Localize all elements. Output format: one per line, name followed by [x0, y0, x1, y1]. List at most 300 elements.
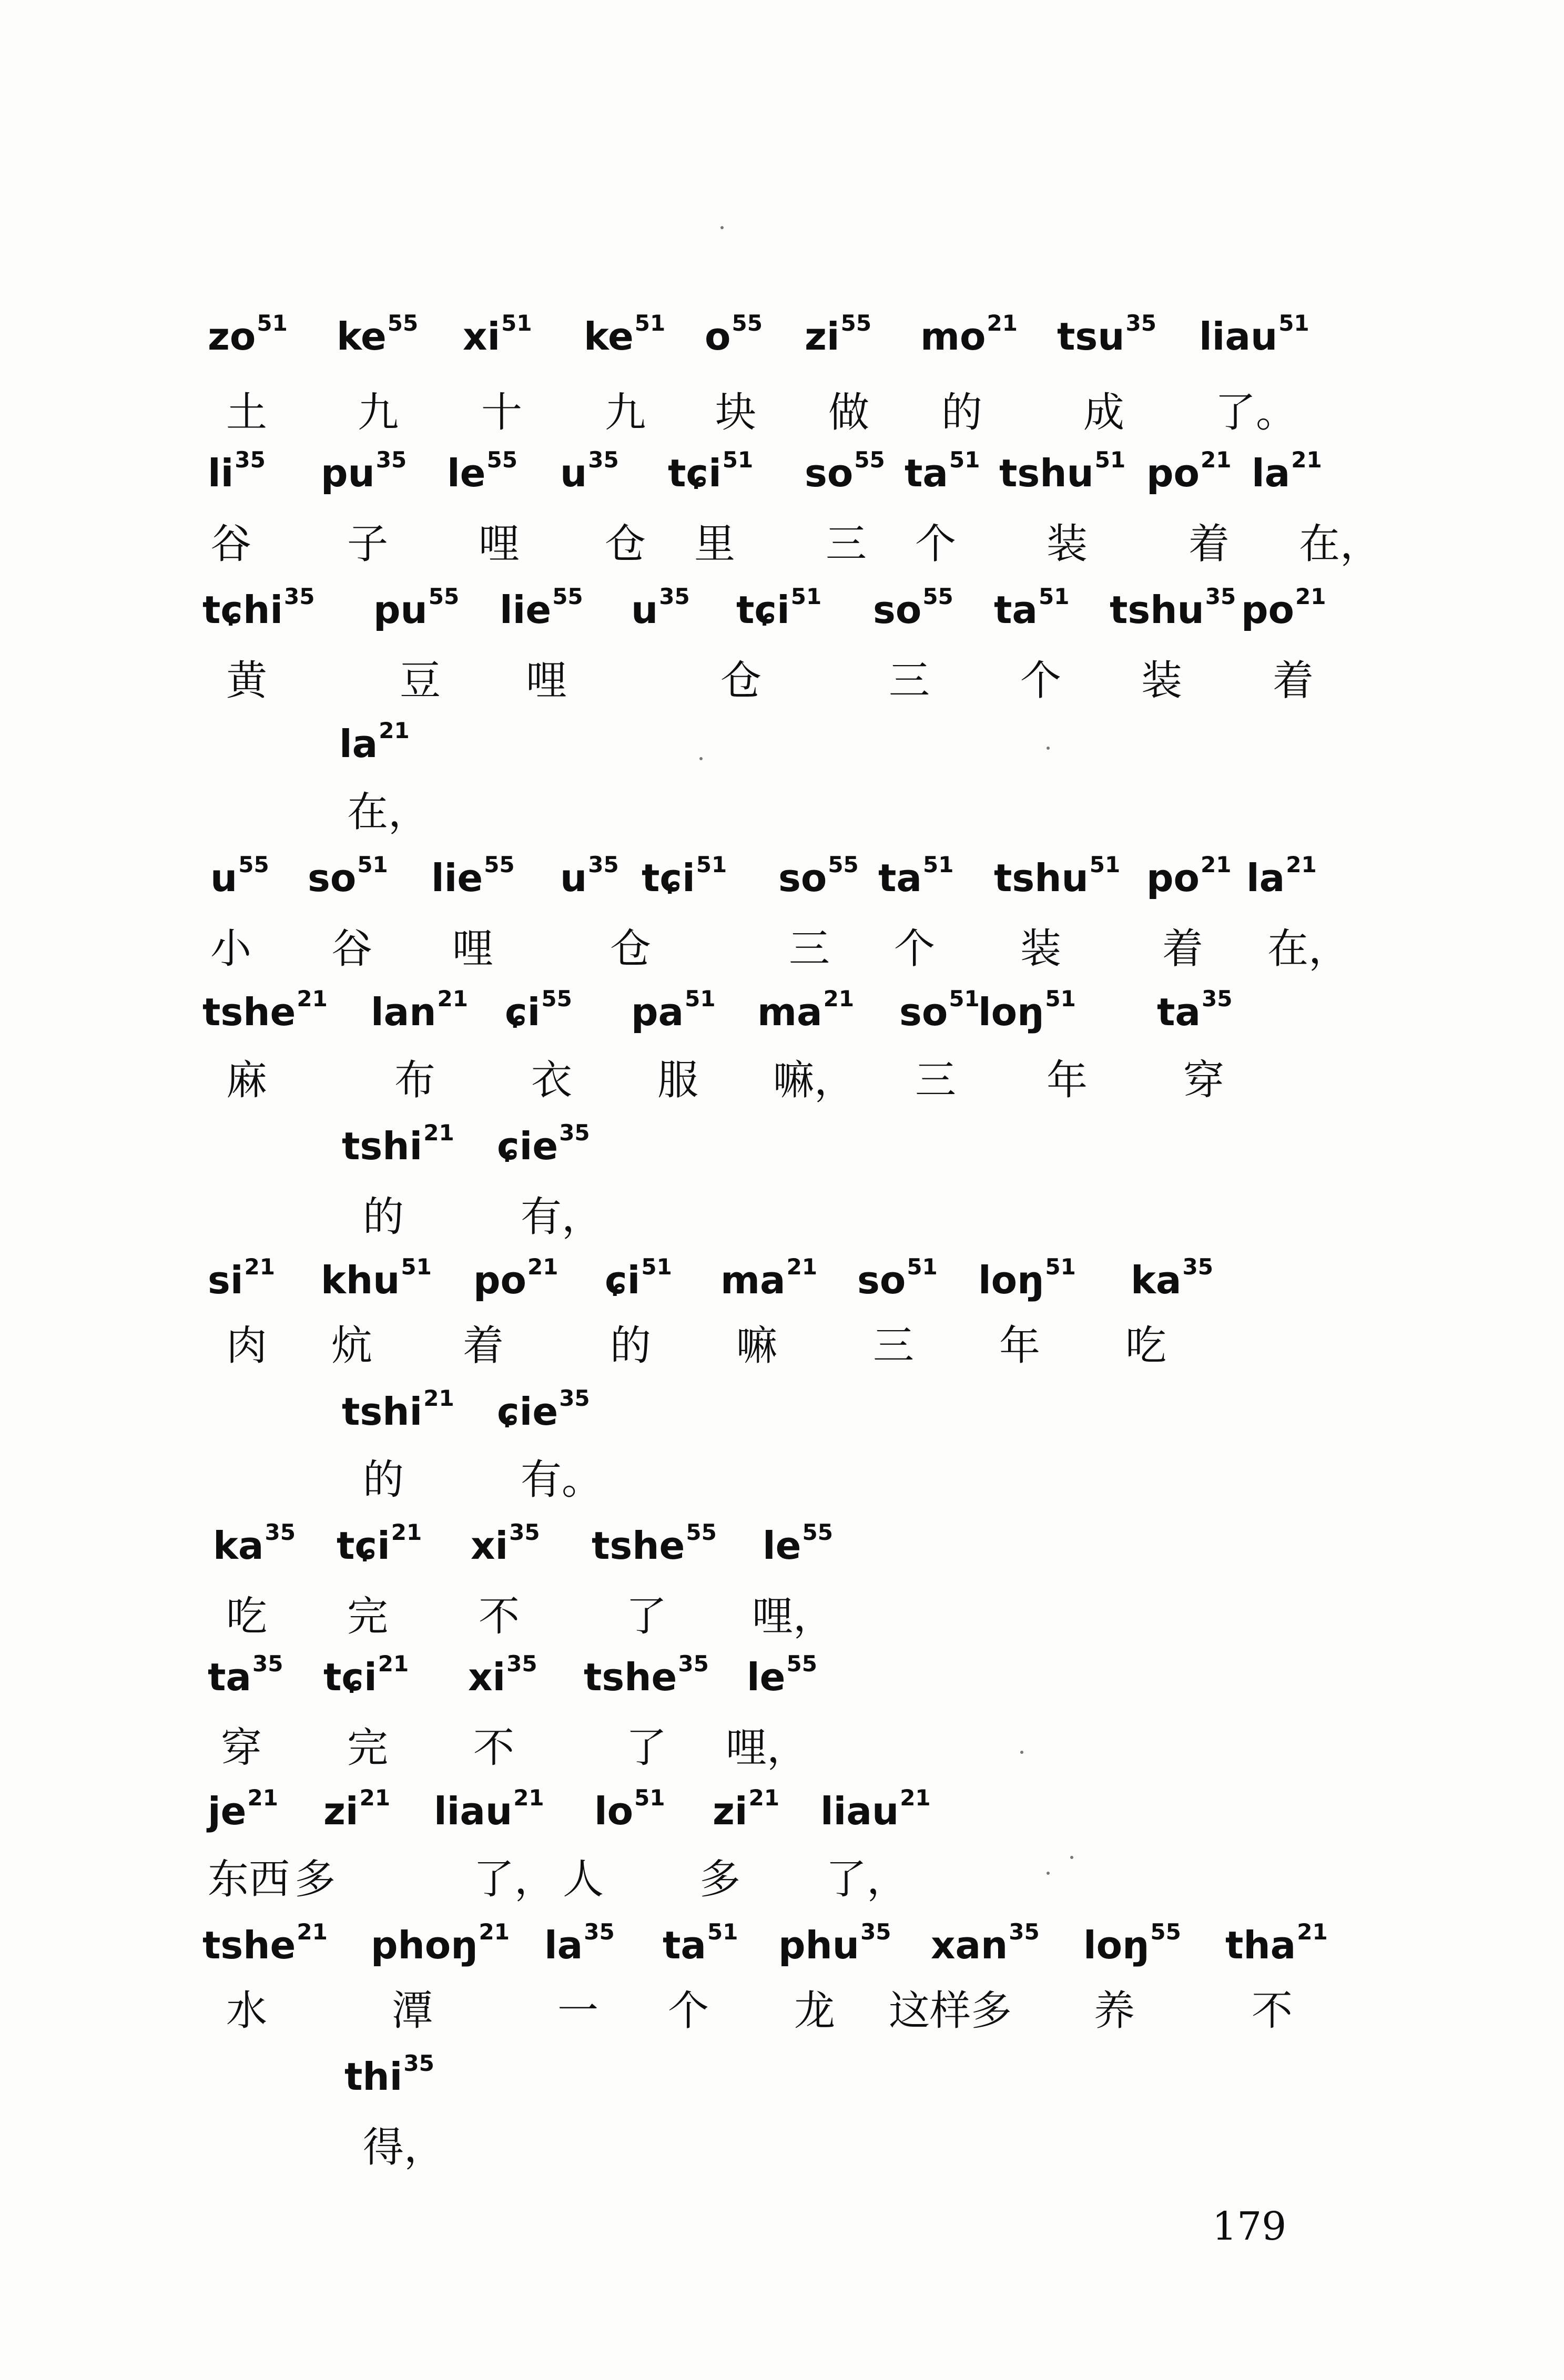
tone-number: 51	[1045, 1254, 1076, 1280]
gloss-text: 在，	[347, 789, 430, 836]
syllable	[468, 1651, 537, 1703]
syllable-text: tɕi	[736, 588, 790, 632]
gloss-text: 潭	[392, 1987, 433, 2035]
gloss-text: 哩，	[752, 1593, 835, 1640]
syllable	[339, 718, 410, 770]
hanzi-gloss-line	[0, 2119, 1564, 2182]
syllable-text: ta	[208, 1655, 252, 1699]
gloss-character	[1141, 652, 1182, 710]
romanization-line	[0, 1651, 1564, 1714]
syllable	[337, 310, 418, 363]
syllable	[321, 447, 407, 499]
syllable-text: lo	[594, 1789, 634, 1833]
syllable	[1146, 852, 1231, 904]
tone-number: 21	[391, 1519, 422, 1546]
gloss-text: 东西	[208, 1856, 290, 1903]
tone-number: 55	[428, 584, 460, 610]
tone-number: 35	[1125, 310, 1156, 336]
hanzi-gloss-line	[0, 783, 1564, 846]
gloss-text: 穿	[221, 1724, 262, 1772]
tone-number: 21	[1295, 584, 1326, 610]
gloss-character	[226, 384, 267, 442]
gloss-character	[1273, 652, 1314, 710]
tone-number: 21	[247, 1785, 278, 1811]
tone-number: 21	[297, 986, 328, 1012]
tone-number: 35	[1009, 1919, 1040, 1945]
tone-number: 55	[541, 986, 572, 1012]
gloss-character	[463, 1317, 504, 1375]
tone-number: 21	[423, 1385, 454, 1412]
syllable-text: thi	[344, 2055, 403, 2099]
gloss-character	[1215, 384, 1297, 442]
syllable	[500, 584, 583, 636]
tone-number: 35	[403, 2050, 434, 2077]
gloss-character	[347, 1588, 388, 1646]
syllable	[208, 1785, 278, 1837]
gloss-character	[394, 1051, 435, 1109]
syllable	[210, 852, 269, 904]
syllable	[878, 852, 953, 904]
gloss-character	[221, 1719, 262, 1777]
gloss-character	[358, 384, 399, 442]
romanization-line	[0, 1120, 1564, 1183]
tone-number: 21	[748, 1785, 780, 1811]
syllable	[202, 1919, 328, 1972]
syllable-text: ɕie	[497, 1124, 558, 1168]
tone-number: 21	[437, 986, 468, 1012]
gloss-character	[720, 652, 761, 710]
gloss-character	[605, 515, 646, 573]
gloss-character	[605, 384, 646, 442]
gloss-text: 个	[1020, 657, 1062, 704]
syllable-text: tshu	[1110, 588, 1204, 632]
syllable-text: u	[560, 451, 587, 495]
syllable	[473, 1254, 558, 1306]
gloss-character	[479, 1588, 520, 1646]
gloss-character	[226, 652, 267, 710]
syllable	[605, 1254, 672, 1306]
hanzi-gloss-line	[0, 384, 1564, 447]
syllable-text: pa	[631, 990, 684, 1034]
tone-number: 35	[375, 447, 407, 473]
syllable-text: phu	[778, 1923, 860, 1967]
syllable	[778, 1919, 891, 1972]
syllable	[663, 1919, 738, 1972]
syllable	[978, 986, 1076, 1038]
syllable-text: ka	[1131, 1258, 1182, 1302]
gloss-character	[699, 1851, 740, 1908]
tone-number: 21	[1291, 447, 1322, 473]
tone-number: 55	[486, 447, 517, 473]
tone-number: 51	[707, 1919, 738, 1945]
syllable	[594, 1785, 665, 1837]
hanzi-gloss-line	[0, 1051, 1564, 1115]
gloss-text: 水	[226, 1987, 268, 2035]
syllable-text: tsu	[1057, 314, 1125, 359]
tone-number: 51	[401, 1254, 432, 1280]
tone-number: 35	[678, 1651, 709, 1677]
gloss-character	[210, 515, 251, 573]
romanization-line	[0, 1785, 1564, 1848]
tone-number: 51	[501, 310, 532, 336]
syllable	[857, 1254, 938, 1306]
gloss-character	[736, 1317, 777, 1375]
syllable	[994, 584, 1069, 636]
romanization-line	[0, 584, 1564, 647]
tone-number: 55	[238, 852, 269, 878]
gloss-text: 布	[394, 1057, 436, 1104]
syllable	[820, 1785, 931, 1837]
syllable	[1246, 852, 1317, 904]
gloss-character	[828, 384, 869, 442]
syllable-text: je	[208, 1789, 247, 1833]
syllable	[337, 1519, 422, 1572]
tone-number: 51	[634, 310, 666, 336]
tone-number: 55	[854, 447, 885, 473]
tone-number: 35	[559, 1120, 590, 1146]
syllable-text: so	[308, 856, 357, 900]
tone-number: 55	[840, 310, 872, 336]
gloss-character	[941, 384, 982, 442]
tone-number: 51	[357, 852, 388, 878]
syllable-text: zo	[208, 314, 256, 359]
gloss-text: 完	[347, 1593, 389, 1640]
gloss-character	[400, 652, 441, 710]
gloss-character	[479, 515, 520, 573]
scan-speck	[1020, 1751, 1023, 1754]
gloss-text: 年	[999, 1322, 1041, 1370]
syllable-text: ke	[584, 314, 634, 359]
syllable-text: loŋ	[1083, 1923, 1150, 1967]
tone-number: 21	[786, 1254, 818, 1280]
syllable	[208, 310, 288, 363]
gloss-character	[1094, 1982, 1135, 2040]
gloss-text: 不	[473, 1724, 515, 1772]
gloss-text: 仓	[720, 657, 762, 704]
tone-number: 35	[1205, 584, 1236, 610]
gloss-text: 仓	[610, 925, 652, 973]
gloss-character	[1125, 1317, 1166, 1375]
gloss-character	[889, 1982, 1012, 2040]
syllable-text: tha	[1225, 1923, 1296, 1967]
syllable-text: le	[747, 1655, 786, 1699]
gloss-character	[521, 1451, 603, 1509]
gloss-character	[915, 515, 956, 573]
gloss-character	[826, 515, 867, 573]
syllable	[978, 1254, 1076, 1306]
gloss-character	[452, 920, 493, 978]
gloss-character	[363, 1451, 404, 1509]
gloss-character	[752, 1588, 834, 1646]
gloss-text: 在，	[1299, 520, 1382, 568]
gloss-character	[526, 652, 567, 710]
syllable-text: tshi	[342, 1390, 423, 1434]
gloss-text: 着	[1273, 657, 1314, 704]
syllable	[373, 584, 459, 636]
syllable	[994, 852, 1120, 904]
gloss-text: 多	[294, 1856, 336, 1903]
gloss-text: 在，	[1267, 925, 1350, 973]
gloss-text: 一	[557, 1987, 599, 2035]
syllable-text: ta	[663, 1923, 707, 1967]
gloss-text: 的	[610, 1322, 652, 1370]
gloss-text: 个	[668, 1987, 709, 2035]
tone-number: 51	[923, 852, 954, 878]
syllable	[757, 986, 854, 1038]
tone-number: 21	[1286, 852, 1317, 878]
syllable-text: khu	[321, 1258, 400, 1302]
syllable-text: tshu	[994, 856, 1089, 900]
syllable	[999, 447, 1125, 499]
syllable	[705, 310, 763, 363]
syllable-text: xi	[468, 1655, 506, 1699]
gloss-character	[826, 1851, 908, 1908]
gloss-text: 成	[1083, 389, 1125, 436]
gloss-text: 块	[715, 389, 757, 436]
tone-number: 51	[257, 310, 288, 336]
gloss-text: 三	[826, 520, 867, 568]
gloss-text: 十	[481, 389, 523, 436]
tone-number: 35	[559, 1385, 590, 1412]
syllable	[1110, 584, 1236, 636]
tone-number: 35	[588, 447, 619, 473]
scan-speck	[720, 226, 724, 229]
gloss-character	[915, 1051, 956, 1109]
syllable	[631, 986, 716, 1038]
tone-number: 21	[1297, 1919, 1328, 1945]
syllable-text: tshe	[592, 1524, 685, 1568]
gloss-text: 个	[894, 925, 936, 973]
tone-number: 21	[513, 1785, 544, 1811]
gloss-text: 哩	[479, 520, 520, 568]
gloss-character	[392, 1982, 433, 2040]
gloss-text: 有。	[521, 1456, 603, 1504]
syllable	[342, 1120, 454, 1172]
gloss-text: 麻	[226, 1057, 268, 1104]
gloss-text: 哩	[452, 925, 494, 973]
syllable	[560, 852, 619, 904]
gloss-text: 完	[347, 1724, 389, 1772]
gloss-text: 人	[563, 1856, 604, 1903]
gloss-character	[226, 1982, 267, 2040]
syllable-text: tɕi	[337, 1524, 390, 1568]
tone-number: 51	[641, 1254, 672, 1280]
syllable	[371, 1919, 510, 1972]
tone-number: 51	[634, 1785, 665, 1811]
tone-number: 51	[685, 986, 716, 1012]
gloss-character	[473, 1719, 514, 1777]
tone-number: 21	[823, 986, 855, 1012]
syllable	[805, 310, 871, 363]
romanization-line	[0, 1254, 1564, 1317]
syllable-text: lan	[371, 990, 436, 1034]
gloss-text: 了	[626, 1724, 667, 1772]
gloss-text: 年	[1047, 1057, 1088, 1104]
syllable	[905, 447, 980, 499]
gloss-character	[1183, 1051, 1224, 1109]
gloss-text: 的	[363, 1456, 404, 1504]
syllable	[447, 447, 517, 499]
syllable-text: lie	[431, 856, 483, 900]
gloss-character	[1162, 920, 1203, 978]
romanization-line	[0, 718, 1564, 781]
syllable	[713, 1785, 779, 1837]
syllable	[497, 1385, 590, 1438]
hanzi-gloss-line	[0, 920, 1564, 983]
gloss-character	[363, 2119, 445, 2177]
gloss-text: 谷	[331, 925, 373, 973]
gloss-character	[1252, 1982, 1293, 2040]
gloss-character	[1047, 1051, 1088, 1109]
syllable	[323, 1651, 409, 1703]
syllable	[431, 852, 515, 904]
syllable-text: pu	[321, 451, 375, 495]
tone-number: 51	[790, 584, 822, 610]
syllable	[202, 986, 328, 1038]
gloss-character	[531, 1051, 572, 1109]
tone-number: 55	[828, 852, 859, 878]
gloss-character	[363, 1188, 404, 1246]
tone-number: 21	[423, 1120, 454, 1146]
syllable	[560, 447, 619, 499]
syllable-text: la	[1252, 451, 1291, 495]
tone-number: 51	[1045, 986, 1076, 1012]
gloss-text: 穿	[1183, 1057, 1225, 1104]
syllable-text: ta	[905, 451, 949, 495]
gloss-text: 龙	[794, 1987, 836, 2035]
romanization-line	[0, 310, 1564, 373]
syllable	[208, 1254, 275, 1306]
gloss-text: 装	[1020, 925, 1062, 973]
gloss-character	[481, 384, 522, 442]
syllable-text: le	[447, 451, 486, 495]
gloss-text: 着	[1162, 925, 1204, 973]
hanzi-gloss-line	[0, 1851, 1564, 1914]
tone-number: 35	[265, 1519, 296, 1546]
gloss-text: 黄	[226, 657, 268, 704]
tone-number: 55	[387, 310, 419, 336]
syllable-text: la	[544, 1923, 583, 1967]
gloss-text: 三	[873, 1322, 915, 1370]
gloss-text: 小	[210, 925, 252, 973]
syllable-text: tshi	[342, 1124, 423, 1168]
tone-number: 35	[235, 447, 266, 473]
syllable-text: le	[763, 1524, 801, 1568]
gloss-text: 豆	[400, 657, 441, 704]
tone-number: 55	[802, 1519, 833, 1546]
syllable	[505, 986, 572, 1038]
syllable-text: ta	[994, 588, 1038, 632]
syllable	[642, 852, 727, 904]
gloss-text: 里	[694, 520, 736, 568]
syllable	[1225, 1919, 1328, 1972]
syllable	[736, 584, 821, 636]
gloss-character	[1189, 515, 1230, 573]
syllable-text: tshe	[584, 1655, 677, 1699]
syllable-text: so	[873, 588, 922, 632]
syllable	[323, 1785, 390, 1837]
syllable-text: liau	[434, 1789, 513, 1833]
syllable	[584, 310, 665, 363]
syllable-text: ɕi	[505, 990, 541, 1034]
syllable	[471, 1519, 540, 1572]
gloss-text: 九	[358, 389, 399, 436]
gloss-text: 了	[626, 1593, 667, 1640]
syllable	[1241, 584, 1326, 636]
syllable	[1057, 310, 1156, 363]
gloss-character	[794, 1982, 835, 2040]
gloss-text: 多	[699, 1856, 741, 1903]
syllable	[497, 1120, 590, 1172]
romanization-line	[0, 1385, 1564, 1448]
syllable-text: li	[208, 451, 234, 495]
tone-number: 55	[786, 1651, 817, 1677]
syllable	[1146, 447, 1231, 499]
gloss-character	[557, 1982, 598, 2040]
tone-number: 35	[506, 1651, 537, 1677]
syllable-text: tɕi	[642, 856, 695, 900]
gloss-character	[1047, 515, 1088, 573]
gloss-character	[347, 1719, 388, 1777]
tone-number: 51	[907, 1254, 938, 1280]
syllable	[1199, 310, 1309, 363]
scan-speck	[699, 757, 703, 760]
syllable-text: liau	[820, 1789, 899, 1833]
syllable	[344, 2050, 434, 2103]
syllable-text: ma	[757, 990, 822, 1034]
gloss-text: 的	[363, 1193, 404, 1241]
tone-number: 21	[297, 1919, 328, 1945]
gloss-text: 不	[479, 1593, 520, 1640]
gloss-character	[226, 1051, 267, 1109]
hanzi-gloss-line	[0, 1982, 1564, 2045]
gloss-character	[873, 1317, 914, 1375]
scan-speck	[1047, 1872, 1050, 1875]
gloss-character	[226, 1317, 267, 1375]
syllable-text: zi	[805, 314, 840, 359]
syllable	[631, 584, 690, 636]
romanization-line	[0, 447, 1564, 510]
tone-number: 35	[509, 1519, 540, 1546]
gloss-character	[626, 1719, 667, 1777]
syllable-text: po	[1146, 856, 1200, 900]
tone-number: 35	[860, 1919, 891, 1945]
syllable-text: pu	[373, 588, 428, 632]
tone-number: 51	[1094, 447, 1126, 473]
tone-number: 55	[484, 852, 515, 878]
tone-number: 21	[244, 1254, 275, 1280]
tone-number: 21	[1201, 447, 1232, 473]
gloss-character	[694, 515, 735, 573]
syllable-text: loŋ	[978, 1258, 1044, 1302]
syllable-text: u	[560, 856, 587, 900]
tone-number: 21	[987, 310, 1018, 336]
syllable	[1252, 447, 1322, 499]
gloss-character	[294, 1851, 336, 1908]
syllable-text: mo	[920, 314, 986, 359]
gloss-text: 衣	[531, 1057, 573, 1104]
syllable	[1157, 986, 1232, 1038]
tone-number: 21	[527, 1254, 558, 1280]
syllable	[747, 1651, 817, 1703]
syllable-text: la	[1246, 856, 1285, 900]
tone-number: 21	[378, 1651, 409, 1677]
syllable	[308, 852, 388, 904]
syllable	[213, 1519, 296, 1572]
syllable	[720, 1254, 817, 1306]
gloss-character	[999, 1317, 1040, 1375]
gloss-text: 嘛	[736, 1322, 778, 1370]
